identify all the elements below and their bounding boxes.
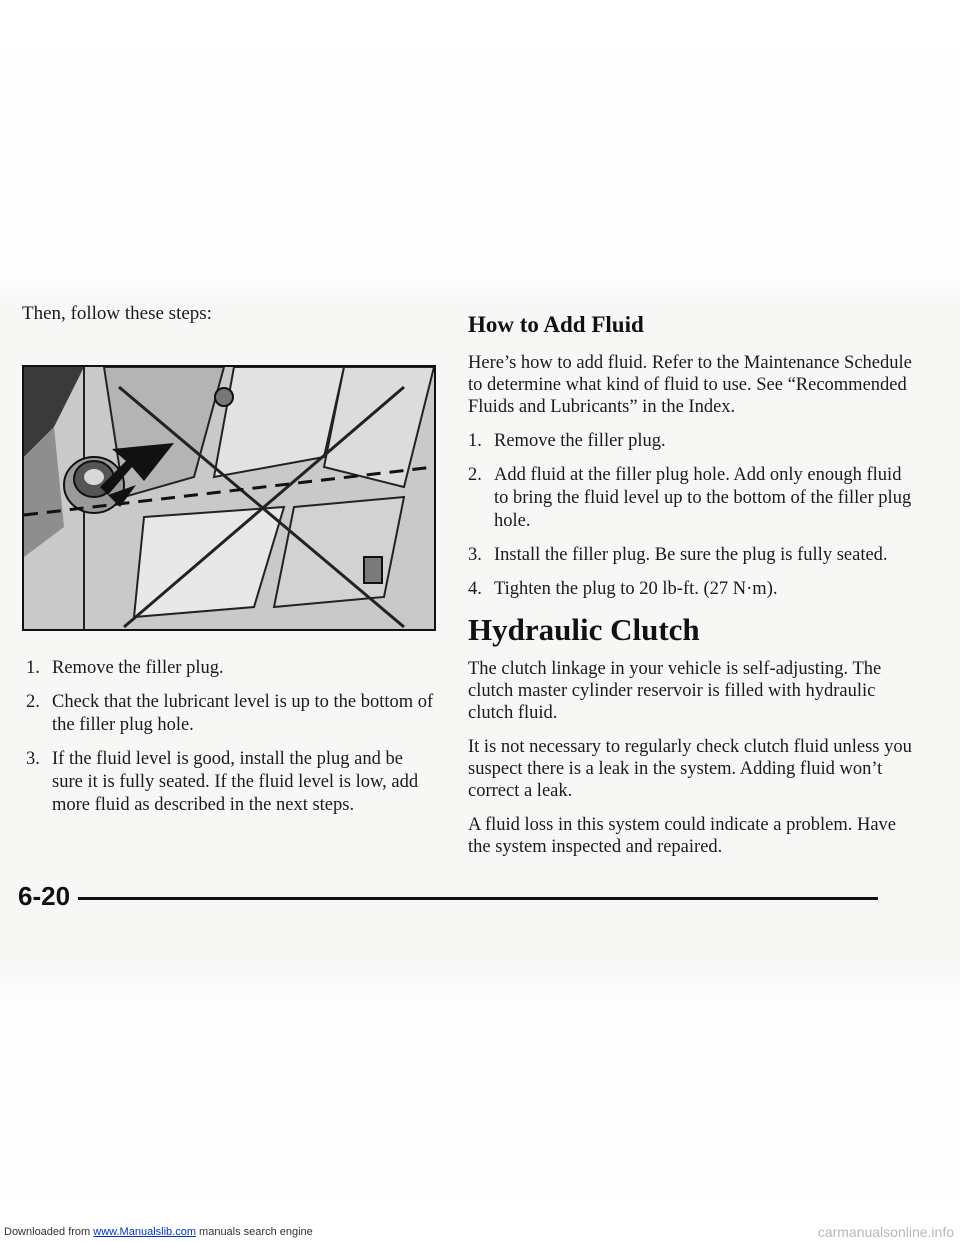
clutch-paragraph: The clutch linkage in your vehicle is self-adjusting. The clutch master cylinder reservoir is filled with hydraulic clutch fluid. <box>468 659 882 723</box>
download-banner <box>4 1226 313 1238</box>
list-item: 1. Remove the filler plug. <box>26 658 224 678</box>
check-steps-list <box>26 657 436 817</box>
footer-rule <box>78 897 878 900</box>
list-item: 3. If the fluid level is good, install the plug and be sure it is fully seated. If the fluid level is low, add more fluid as described in the next steps. <box>26 749 419 815</box>
banner-prefix: Downloaded from <box>4 1226 94 1238</box>
page-footer <box>18 880 878 912</box>
filler-plug-illustration <box>22 365 436 631</box>
site-watermark: carmanualsonline.info <box>817 1224 954 1240</box>
list-item: 4. Tighten the plug to 20 lb-ft. (27 N·m). <box>468 579 778 599</box>
list-item: 1. Remove the filler plug. <box>468 431 666 451</box>
banner-suffix: manuals search engine <box>195 1226 313 1238</box>
left-steps <box>26 657 436 828</box>
manualslib-link[interactable]: www.Manualslib.com <box>93 1226 196 1238</box>
hydraulic-clutch-heading: Hydraulic Clutch <box>468 612 700 647</box>
clutch-paragraph: It is not necessary to regularly check clutch fluid unless you suspect there is a leak in the system. Adding fluid won’t correct a leak. <box>468 737 912 801</box>
list-item: 2. Add fluid at the filler plug hole. Add only enough fluid to bring the fluid level up to the bottom of the filler plug hole. <box>468 465 912 531</box>
clutch-paragraph: A fluid loss in this system could indicate a problem. Have the system inspected and repaired. <box>468 815 897 857</box>
how-to-add-fluid-heading: How to Add Fluid <box>468 312 644 337</box>
left-intro: Then, follow these steps: <box>22 303 212 324</box>
page-number: 6-20 <box>18 880 71 911</box>
add-fluid-steps-list <box>468 430 918 601</box>
right-column <box>468 312 918 870</box>
list-item: 2. Check that the lubricant level is up to the bottom of the filler plug hole. <box>26 692 434 735</box>
add-fluid-intro: Here’s how to add fluid. Refer to the Maintenance Schedule to determine what kind of fluid to use. See “Recommended Fluids and Lubricants” in the Index. <box>468 353 912 417</box>
transmission-drawing <box>24 367 434 629</box>
left-column <box>22 303 442 325</box>
list-item: 3. Install the filler plug. Be sure the plug is fully seated. <box>468 545 888 565</box>
